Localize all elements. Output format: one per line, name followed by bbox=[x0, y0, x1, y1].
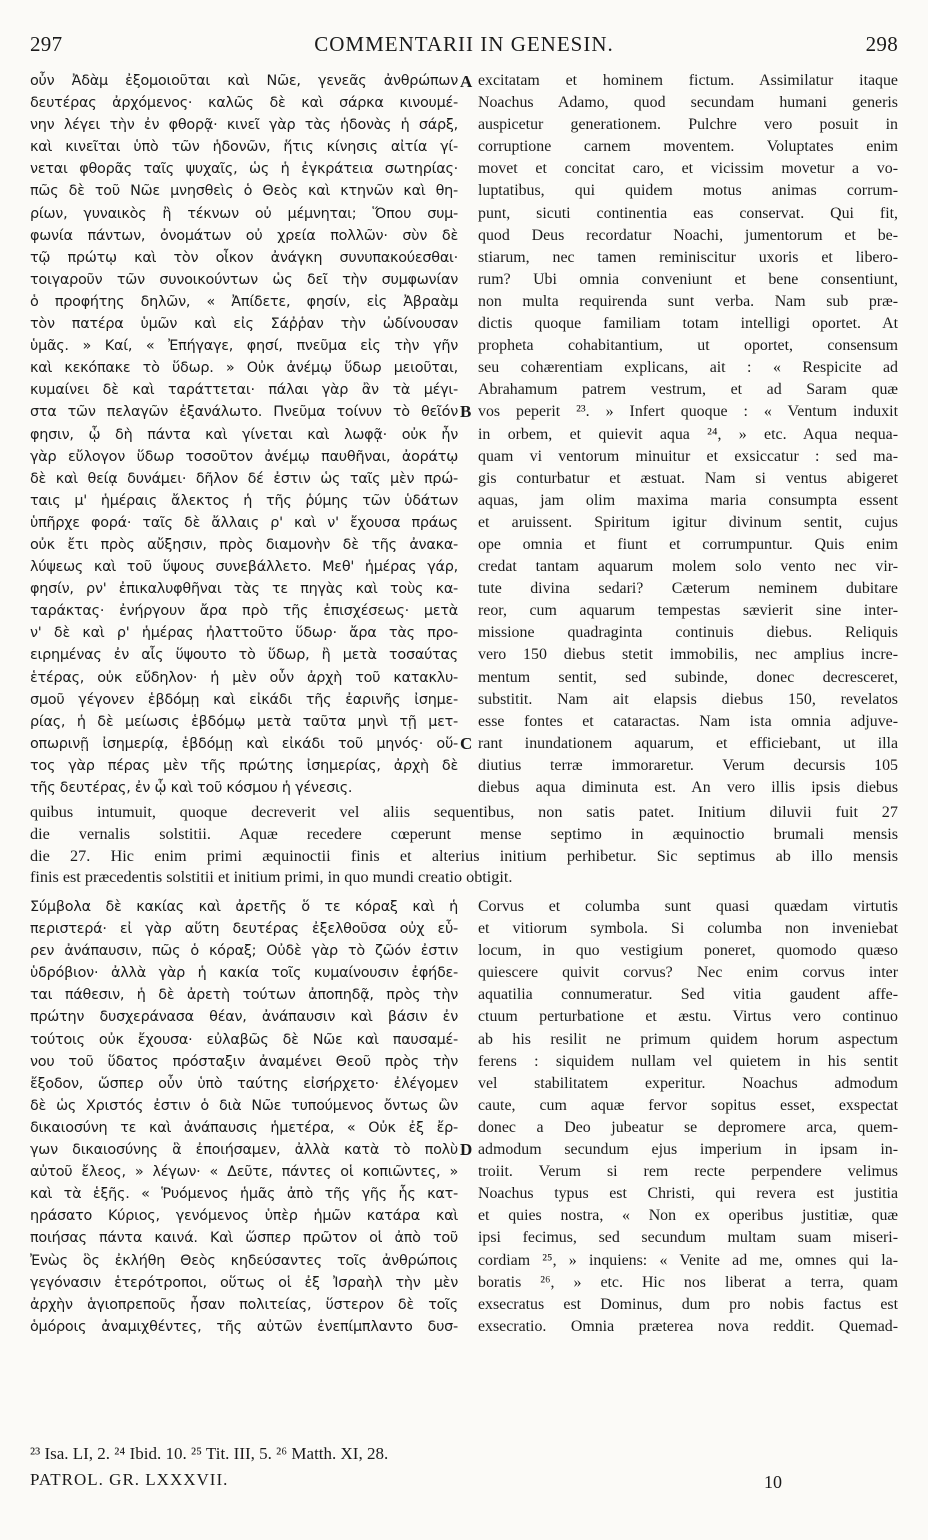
text-line: ὑμᾶς. » Καί, « Ἐπήγαγε, φησί, πνεῦμα εἰς τὴν γῆν bbox=[30, 338, 458, 355]
text-line: τοιγαροῦν τῶν συνοικούντων ὡς δεῖ τὴν συμφωνίαν bbox=[30, 271, 458, 288]
text-line: ποιήσας πάντα καινά. Καὶ ὥσπερ πρῶτον οἱ ἀπὸ τοῦ bbox=[30, 1230, 458, 1247]
text-line: τῆς δευτέρας, ἐν ᾧ καὶ τοῦ κόσμου ἡ γένεσις. bbox=[30, 780, 353, 796]
text-line: stiarum, nec tamen reminiscitur uxoris et libero- bbox=[478, 248, 898, 266]
text-line: aquas, jam olim maxima maria consumpta essent bbox=[478, 491, 898, 509]
text-line: corruptione carnem moventem. Voluptates enim bbox=[478, 138, 898, 156]
text-line: non multa requirenda sunt verba. Nam sub præ- bbox=[478, 292, 898, 310]
volume-line: PATROL. GR. LXXXVII. bbox=[30, 1470, 229, 1489]
text-line: ferens : siquidem nullam vel quietem in his sentit bbox=[478, 1052, 898, 1070]
text-line: Σύμβολα δὲ κακίας καὶ ἀρετῆς ὅ τε κόραξ καὶ ἡ bbox=[30, 899, 458, 915]
text-line: punt, sicuti continentia eas conservat. Qui fit, bbox=[478, 204, 898, 222]
running-header bbox=[30, 32, 898, 62]
text-line: die vernalis solstitii. Aquæ recedere cœperunt mense septimo in æquinoctio brumali mensis bbox=[30, 824, 898, 843]
text-line: τος γὰρ πέρας μὲν τῆς πρώτης ἰσημερίας, ἀρχὴ δὲ bbox=[30, 757, 458, 774]
text-line: excitatam et hominem fictum. Assimilatur itaque bbox=[478, 72, 898, 89]
text-line: missione quadraginta continuis diebus. Reliquis bbox=[478, 624, 898, 642]
text-line: καὶ τὰ ἑξῆς. « Ῥυόμενος ἡμᾶς ἀπὸ τῆς γῆς ἧς κατ- bbox=[30, 1186, 458, 1203]
text-line: gis conturbatur et æstuat. Nam si ventus abigeret bbox=[478, 469, 898, 487]
text-line: quiescere quivit corvus? Nec enim corvus inter bbox=[478, 964, 898, 982]
text-line: γεγόνασιν ἑτερότροποι, οὕτως οἱ ἐξ Ἰσραὴλ τὴν μὲν bbox=[30, 1274, 458, 1291]
greek-column-section-2 bbox=[30, 896, 458, 1338]
text-line: οὐκ ἔτι πρὸς αὔξησιν, πρὸς διαμονὴν δὲ τῆς ἀνακα- bbox=[30, 536, 458, 553]
text-line: φησιν, ᾧ δὴ πάντα καὶ γίνεται καὶ λωφᾷ· οὐκ ἦν bbox=[30, 426, 458, 443]
text-line: ab his resilit ne primum quidem horum aspectum bbox=[478, 1030, 898, 1048]
text-line: exsecratio. Omnia præterea nova reddit. Quemad- bbox=[478, 1317, 898, 1335]
text-line: exsecratus est Dominus, dum pro nobis factus est bbox=[478, 1295, 898, 1313]
text-line: φησίν, ρν' ἐπικαλυφθῆναι τὰς τε πηγὰς καὶ τοὺς κα- bbox=[30, 581, 458, 598]
margin-marker-a: A bbox=[460, 72, 473, 91]
text-line: πῶς δὲ τοῦ Νῶε μνησθεὶς ὁ Θεὸς καὶ κτηνῶν καὶ θη- bbox=[30, 183, 458, 200]
text-line: ρίας, ἡ δὲ μείωσις ἑβδόμῳ μετὰ ταῦτα μηνὶ τῇ μετ- bbox=[30, 713, 458, 730]
text-line: diutius terræ immoraretur. Verum decursis 105 bbox=[478, 756, 898, 774]
text-line: ἔξοδον, ὥσπερ οὖν ὑπὸ ταύτης εἰσήρχετο· ἐλέγομεν bbox=[30, 1075, 458, 1092]
greek-column-section-1 bbox=[30, 70, 458, 799]
text-line: in orbem, et quievit aqua ²⁴, » etc. Aqua nequa- bbox=[478, 425, 898, 443]
latin-full-width-paragraph bbox=[30, 802, 898, 889]
text-line: quam vi ventorum minuitur et exsiccatur : sed ma- bbox=[478, 447, 898, 465]
text-line: Noachus Adamo, quod secundam humani generis bbox=[478, 94, 898, 112]
text-line: ταις μ' ἡμέραις ἄλεκτος ἡ τῆς ῥύμης τῶν ὑδάτων bbox=[30, 492, 458, 509]
text-line: boratis ²⁶, » etc. Hic nos liberat a terra, quam bbox=[478, 1273, 898, 1291]
text-line: substitit. Nam ait elapsis diebus 150, revelatos bbox=[478, 690, 898, 708]
text-line: νεται φθορᾶς ταῖς ψυχαῖς, ὡς ἡ ἐγκράτεια σωτηρίας· bbox=[30, 161, 458, 178]
margin-marker-d: D bbox=[460, 1140, 473, 1159]
text-line: ρίων, γυναικὸς ἢ τέκνων οὐ μέμνηται; Ὅπου συμ- bbox=[30, 205, 458, 222]
running-title: COMMENTARII IN GENESIN. bbox=[314, 32, 614, 56]
text-line: σμοῦ γέγονεν ἑβδόμῃ καὶ εἰκάδι τῆς ἐαρινῆς ἰσημε- bbox=[30, 691, 458, 708]
text-line: caute, cum aquæ fervor sopitus esset, exspectat bbox=[478, 1096, 898, 1114]
text-line: vel stabilitatem experitur. Noachus admodum bbox=[478, 1074, 898, 1092]
text-line: τῷ πρώτῳ καὶ τὸν οἶκον ἀνάγκη συνυπακούεσθαι· bbox=[30, 249, 458, 266]
text-line: ipsi fecimus, sed secundum multam suam miseri- bbox=[478, 1229, 898, 1247]
text-line: καὶ κεκόπακε τὸ ὕδωρ. » Οὐκ ἀνέμῳ ὕδωρ μειοῦται, bbox=[30, 360, 458, 377]
text-line: δικαιοσύνη τε καὶ ἀνάπαυσις ἡμετέρα, « Οὐκ ἐξ ἔρ- bbox=[30, 1119, 458, 1136]
text-line: luptatibus, qui quidem motus animas corrum- bbox=[478, 182, 898, 200]
text-line: νου τοῦ ὕδατος πρόσταξιν ἀναμένει Θεοῦ πρὸς τὴν bbox=[30, 1053, 458, 1070]
text-line: δὲ καὶ θείᾳ δυνάμει· δῆλον δέ ἐστιν ὡς ταῖς μὲν πρώ- bbox=[30, 470, 458, 487]
text-line: ηράσατο Κύριος, γενόμενος ὑπὲρ ἡμῶν κατάρα καὶ bbox=[30, 1208, 458, 1225]
text-line: ειρημένας ἐν αἷς ὕψουτο τὸ ὕδωρ, ἢ μετὰ τοσαύτας bbox=[30, 647, 458, 664]
text-line: κυμαίνει δὲ καὶ ταράττεται· πάλαι γὰρ ἂν τὰ μέγι- bbox=[30, 382, 458, 399]
text-line: τὸν πατέρα ὑμῶν καὶ εἰς Σάῤῥαν τὴν ὠδίνουσαν bbox=[30, 316, 458, 333]
text-line: ὁ προφήτης δηλῶν, « Ἀπίδετε, φησίν, εἰς Ἀβραὰμ bbox=[30, 293, 458, 310]
text-line: δὲ ὡς Χριστός ἐστιν ὁ διὰ Νῶε τυπούμενος ὄντως ὢν bbox=[30, 1097, 458, 1114]
text-line: finis est præcedentis solstitii et initium primi, in quo mundi creatio obtigit. bbox=[30, 868, 513, 887]
text-line: στα τῶν πελαγῶν ἐξανάλωτο. Πνεῦμα τοίνυν τὸ θεῖόν bbox=[30, 404, 458, 421]
text-line: ὑδρόβιον· ἀλλὰ γὰρ ἡ κακία τοῖς κυμαίνουσιν ἐφήδε- bbox=[30, 965, 458, 982]
text-line: aquatilia connumeratur. Sed vitia gaudent affe- bbox=[478, 986, 898, 1004]
text-line: τούτοις οὐκ ἔχουσα· εὐλαβῶς δὲ Νῶε καὶ παυσαμέ- bbox=[30, 1031, 458, 1048]
text-line: quod Deus recordatur Noachi, jumentorum et be- bbox=[478, 226, 898, 244]
text-line: γων δικαιοσύνης ἃ ἐποιήσαμεν, ἀλλὰ κατὰ τὸ πολὺ bbox=[30, 1142, 458, 1159]
text-line: ται πάθεσιν, ἡ δὲ ἀρετὴ τούτων ἀποπηδᾷ, πρὸς τὴν bbox=[30, 987, 458, 1004]
latin-column-section-1 bbox=[478, 70, 898, 799]
text-line: die 27. Hic enim primi æquinoctii finis et alterius initium perhibetur. Sic septimus ab illo mensis bbox=[30, 846, 898, 865]
left-column-number: 297 bbox=[30, 32, 63, 56]
text-line: ἑτέρας, οὐκ εὔδηλον· ἡ μὲν οὖν ἀρχὴ τοῦ κατακλυ- bbox=[30, 669, 458, 686]
text-line: movet et concitat caro, et vicissim movetur a vo- bbox=[478, 160, 898, 178]
text-line: λύψεως καὶ τοῦ ὕψους συνεβάλλετο. Μεθ' ἡμέρας γάρ, bbox=[30, 559, 458, 576]
text-line: ταράκτας· ἐνήργουν ἄρα πρὸ τῆς ἐπισχέσεως· μετὰ bbox=[30, 603, 458, 620]
text-line: πρώτην δυσχεράνασα θέαν, ἀνάπαυσιν καὶ βάσιν ἐν bbox=[30, 1009, 458, 1026]
text-line: δευτέρας ἀρχόμενος· καλῶς δὲ καὶ σάρκα κινουμέ- bbox=[30, 95, 458, 112]
text-line: ope omnia et fiunt et corrumpuntur. Quis enim bbox=[478, 535, 898, 553]
text-line: propheta cohabitantium, ut oportet, consensum bbox=[478, 337, 898, 355]
text-line: esse fontes et cataractas. Nam ista omnia adjuve- bbox=[478, 712, 898, 730]
text-line: γὰρ εὔλογον ὕδωρ τοσοῦτον ἀνέμῳ παυθῆναι, ἀοράτῳ bbox=[30, 448, 458, 465]
text-line: Corvus et columba sunt quasi quædam virtutis bbox=[478, 898, 898, 915]
text-line: ἀρχὴν ἁγιοπρεποῦς ἦσαν πολιτείας, ὕστερον δὲ τοῖς bbox=[30, 1296, 458, 1313]
text-line: Noachus typus est Christi, qui revera est justitia bbox=[478, 1185, 898, 1203]
latin-column-section-2 bbox=[478, 896, 898, 1338]
text-line: περιστερά· εἰ γὰρ αὕτη δευτέρας ἐξελθοῦσα οὐχ εὗ- bbox=[30, 921, 458, 938]
text-line: quibus intumuit, quoque decreverit vel aliis sequentibus, non satis patet. Initium diluvii fuit 27 bbox=[30, 803, 898, 821]
text-line: οὖν Ἀδὰμ ἐξομοιοῦται καὶ Νῶε, γενεᾶς ἀνθρώπων bbox=[30, 73, 458, 89]
signature-number: 10 bbox=[764, 1472, 782, 1492]
text-line: troiit. Verum si rem recte perpendere velimus bbox=[478, 1163, 898, 1181]
text-line: mentum sentit, sed subinde, donec decresceret, bbox=[478, 668, 898, 686]
margin-marker-b: B bbox=[460, 402, 472, 421]
text-line: νην λέγει τὴν ἐν φθορᾷ· κινεῖ γὰρ τὰς ἡδονὰς ἡ σάρξ, bbox=[30, 117, 458, 134]
text-line: rant inundationem aquarum, et efficiebant, ut illa bbox=[478, 734, 898, 752]
right-column-number: 298 bbox=[865, 32, 898, 56]
text-line: locum, in quo vestigium poneret, quomodo quæso bbox=[478, 942, 898, 960]
text-line: et vitiorum symbola. Si columba non inveniebat bbox=[478, 920, 898, 938]
text-line: ὑπῆρχε φορά· ταῖς δὲ ἄλλαις ρ' καὶ ν' ἔχουσα πράως bbox=[30, 514, 458, 531]
text-line: Ἐνὼς ὃς ἐκλήθη Θεὸς κηδεύσαντες τοῖς ἀνθρώποις bbox=[30, 1252, 458, 1269]
text-line: αὐτοῦ ἔλεος, » λέγων· « Δεῦτε, πάντες οἱ κοπιῶντες, » bbox=[30, 1164, 458, 1181]
text-line: et quies nostra, « Non ex operibus justitiæ, quæ bbox=[478, 1207, 898, 1225]
text-line: Abrahamum patrem vestrum, et ad Saram quæ bbox=[478, 381, 898, 399]
text-line: seu cohærentiam explicans, ait : « Respicite ad bbox=[478, 359, 898, 377]
text-line: admodum secundum ejus imperium in ipsam in- bbox=[478, 1141, 898, 1159]
text-line: credat tantam aquarum molem solo vento nec vir- bbox=[478, 558, 898, 576]
text-line: rum? Ubi omnia conveniunt et bene consentiunt, bbox=[478, 270, 898, 288]
footnotes: ²³ Isa. LI, 2. ²⁴ Ibid. 10. ²⁵ Tit. III, 5. ²⁶ Matth. XI, 28. bbox=[30, 1444, 389, 1463]
text-line: ctuum perturbatione et æstu. Virtus vero continuo bbox=[478, 1008, 898, 1026]
text-line: diebus aqua diminuta est. An vero illis ipsis diebus bbox=[478, 779, 898, 796]
text-line: φωνία πάντων, ὀνομάτων οὐ χρεία πολλῶν· σὺν δὲ bbox=[30, 227, 458, 244]
text-line: auspicetur generationem. Pulchre vero posuit in bbox=[478, 116, 898, 134]
text-line: ὁμόροις ἀναμιχθέντες, τῆς αὐτῶν ἐνεπίμπλαντο δυσ- bbox=[30, 1318, 458, 1335]
text-line: et aruissent. Spiritum igitur divinum sentit, cujus bbox=[478, 513, 898, 531]
text-line: ν' δὲ καὶ ρ' ἡμέρας ἠλαττοῦτο ὕδωρ· ἄρα τὰς προ- bbox=[30, 625, 458, 642]
text-line: donec a Deo jubeatur se depromere arca, quem- bbox=[478, 1118, 898, 1136]
text-line: cordiam ²⁵, » inquiens: « Venite ad me, omnes qui la- bbox=[478, 1251, 898, 1269]
text-line: dictis quoque familiam totam intelligi oportet. At bbox=[478, 315, 898, 333]
text-line: reor, cum aquarum tempestas sævierit sine inter- bbox=[478, 602, 898, 620]
margin-marker-c: C bbox=[460, 734, 473, 753]
text-line: tute divina sedari? Cæterum neminem dubitare bbox=[478, 580, 898, 598]
text-line: καὶ κινεῖται ὑπὸ τῶν ἡδονῶν, ἥτις κίνησις αἰτία γί- bbox=[30, 139, 458, 156]
text-line: vos peperit ²³. » Infert quoque : « Ventum induxit bbox=[478, 403, 898, 421]
text-line: ρεν ἀνάπαυσιν, πῶς ὁ κόραξ; Οὐδὲ γὰρ τὸ ζῶόν ἐστιν bbox=[30, 943, 458, 960]
text-line: vero 150 diebus stetit immobilis, nec amplius incre- bbox=[478, 646, 898, 664]
text-line: οπωρινῇ ἰσημερίᾳ, ἑβδόμῃ καὶ εἰκάδι τοῦ μηνός· οὕ- bbox=[30, 735, 458, 752]
